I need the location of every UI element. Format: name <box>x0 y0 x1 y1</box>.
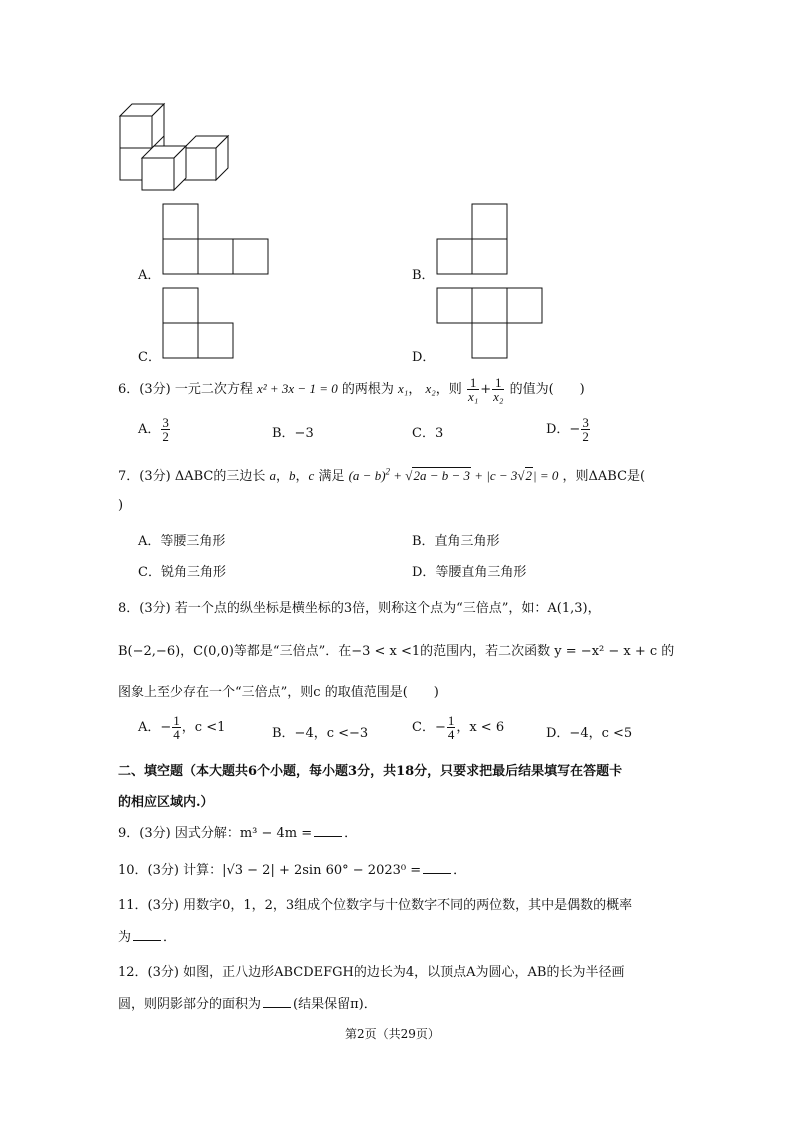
q6-option-c: C．3 <box>412 426 444 441</box>
net-d-figure <box>436 287 544 361</box>
option-d-label: D． <box>412 350 436 365</box>
q12-stem-line1: 12．(3分) 如图，正八边形ABCDEFGH的边长为4，以顶点A为圆心，AB的长为半径画 <box>118 965 625 980</box>
q11-stem-line2: 为 ． <box>118 930 177 945</box>
q8-option-d: D．−4，c <5 <box>546 726 633 741</box>
q10-answer-blank[interactable] <box>423 863 451 874</box>
q10-stem: 10．(3分) 计算：|√3 − 2| + 2sin 60° − 2023⁰ = ． <box>118 863 467 878</box>
q11-stem-line1: 11．(3分) 用数字0，1，2，3组成个位数字与十位数字不同的两位数，其中是偶数的概率 <box>118 898 633 913</box>
q8-option-a: A．− $\frac{1}{4}$ ，c <1 <box>138 713 226 742</box>
q8-stem-line1: 8．(3分) 若一个点的纵坐标是横坐标的3倍，则称这个点为“三倍点”，如：A(1,3)， <box>118 601 601 616</box>
q6-option-d: D．− $\frac{3}{2}$ <box>546 415 589 444</box>
q8-stem-line2: B(−2,−6)，C(0,0)等都是“三倍点”．在−3 < x <1的范围内，若二次函数 y = −x² − x + c 的 <box>118 644 675 659</box>
q7-option-d: D．等腰直角三角形 <box>412 565 527 580</box>
cube-stack-figure <box>118 100 233 192</box>
q6-option-b: B．−3 <box>272 426 314 441</box>
q11-answer-blank[interactable] <box>133 930 161 941</box>
q8-option-b: B．−4，c <−3 <box>272 726 369 741</box>
option-a-label: A． <box>138 268 161 283</box>
q7-stem-line2: ) <box>118 498 124 513</box>
net-a-figure <box>162 203 270 277</box>
page-footer: 第2页（共29页） <box>345 1027 440 1041</box>
option-c-label: C． <box>138 350 161 365</box>
q8-stem-line3: 图象上至少存在一个“三倍点”，则c 的取值范围是( ) <box>118 685 439 700</box>
q7-option-a: A．等腰三角形 <box>138 534 226 549</box>
q7-stem-line1: 7．(3分) ΔABC的三边长 a，b，c 满足 $(a - b)^2 + √2a - b - 3 + |c - 3√2| = 0$ ，则ΔABC是( <box>118 466 646 484</box>
q8-option-c: C．− $\frac{1}{4}$ ，x < 6 <box>412 713 505 742</box>
q7-option-c: C．锐角三角形 <box>138 565 226 580</box>
net-b-figure <box>436 203 510 277</box>
q12-stem-line2: 圆，则阴影部分的面积为 (结果保留π)． <box>118 997 377 1012</box>
net-c-figure <box>162 287 236 361</box>
q9-answer-blank[interactable] <box>314 826 342 837</box>
q6-option-a: A． $\frac{3}{2}$ <box>138 415 169 444</box>
section2-heading-line2: 的相应区域内.） <box>118 795 214 810</box>
q9-stem: 9．(3分) 因式分解：m³ − 4m = ． <box>118 826 358 841</box>
option-b-label: B． <box>412 268 435 283</box>
q12-answer-blank[interactable] <box>263 997 291 1008</box>
q7-option-b: B．直角三角形 <box>412 534 500 549</box>
q6-stem: 6．(3分) 一元二次方程 x² + 3x − 1 = 0 的两根为 x₁， x₂，则 $\frac{1}{\text{x₁}}$ + $\frac{1}{\text{x₂}}$ 的值为( ) <box>118 375 585 404</box>
q6-frac-1-over-x2: $\frac{1}{\text{x₂}}$ <box>493 375 504 404</box>
section2-heading-line1: 二、填空题（本大题共6个小题，每小题3分，共18分，只要求把最后结果填写在答题卡 <box>118 764 623 779</box>
q6-frac-1-over-x1: $\frac{1}{\text{x₁}}$ <box>467 375 479 404</box>
